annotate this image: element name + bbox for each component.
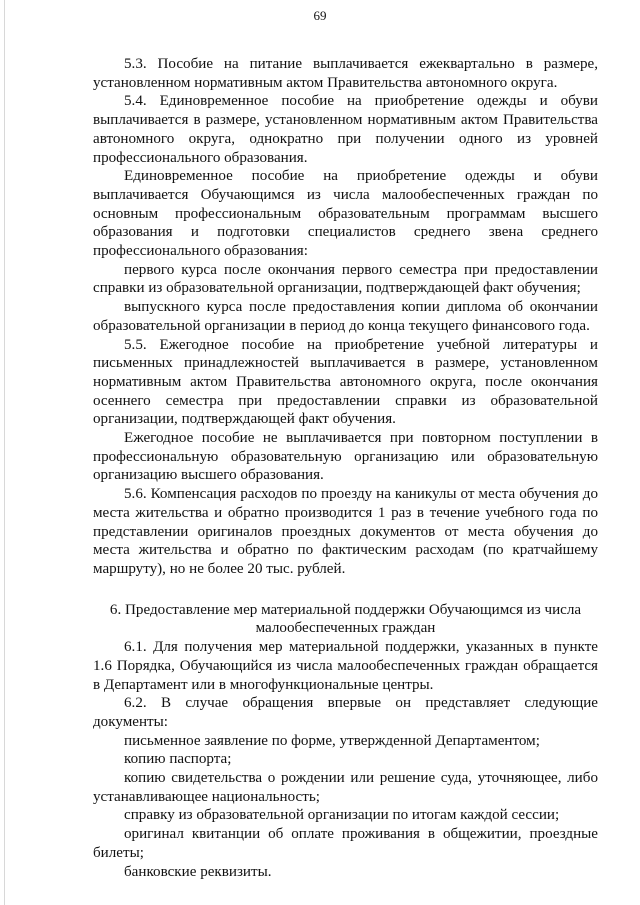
list-item-dormitory-receipt: оригинал квитанции об оплате проживания в общежитии, проездные билеты; bbox=[93, 826, 598, 861]
paragraph-5-4: 5.4. Единовременное пособие на приобретение одежды и обуви выплачивается в размере, установленном нормативным актом Правительства автономного округа, однократно при получении одного из уровней профессионального образования. bbox=[93, 93, 598, 166]
page-number: 69 bbox=[313, 8, 327, 23]
list-item-passport: копию паспорта; bbox=[124, 751, 232, 768]
document-body bbox=[93, 55, 598, 881]
list-item-bank-details: банковские реквизиты. bbox=[124, 863, 272, 880]
paragraph-5-6: 5.6. Компенсация расходов по проезду на каникулы от места обучения до места жительства и обратно производится 1 раз в течение учебного года по представлении оригиналов проездных документов от места обучения до места жительства и обратно по фактическим расходам (по кратчайшему маршруту), но не более 20 тыс. рублей. bbox=[93, 486, 598, 577]
paragraph-annual-allowance-exception: Ежегодное пособие не выплачивается при повторном поступлении в профессиональную образовательную организацию или образовательную организацию высшего образования. bbox=[93, 430, 598, 484]
paragraph-graduating-year: выпускного курса после предоставления копии диплома об окончании образовательной организации в период до конца текущего финансового года. bbox=[93, 299, 598, 334]
paragraph-6-2: 6.2. В случае обращения впервые он представляет следующие документы: bbox=[93, 695, 598, 730]
list-item-birth-certificate: копию свидетельства о рождении или решение суда, уточняющее, либо устанавливающее национальность; bbox=[93, 770, 598, 805]
paragraph-5-5: 5.5. Ежегодное пособие на приобретение учебной литературы и письменных принадлежностей выплачивается в размере, установленном нормативным актом Правительства автономного округа, после окончания осеннего семестра при предоставлении справки из образовательной организации, подтверждающей факт обучения. bbox=[93, 336, 598, 428]
section-6-heading: 6. Предоставление мер материальной поддержки Обучающимся из числа малообеспеченных граждан bbox=[109, 601, 582, 637]
page-edge-line bbox=[4, 0, 5, 905]
paragraph-first-year: первого курса после окончания первого семестра при предоставлении справки из образовательной организации, подтверждающей факт обучения; bbox=[93, 261, 598, 297]
list-item-application: письменное заявление по форме, утвержденной Департаментом; bbox=[124, 732, 540, 749]
list-item-session-certificate: справку из образовательной организации по итогам каждой сессии; bbox=[124, 807, 560, 824]
paragraph-clothing-allowance: Единовременное пособие на приобретение одежды и обуви выплачивается Обучающимся из числа малообеспеченных граждан по основным профессиональным образовательным программам высшего образования и подготовки специалистов среднего звена среднего профессионального образования: bbox=[93, 168, 598, 260]
paragraph-6-1: 6.1. Для получения мер материальной поддержки, указанных в пункте 1.6 Порядка, Обучающийся из числа малообеспеченных граждан обращается в Департамент или в многофункциональные центры. bbox=[93, 639, 598, 693]
paragraph-5-3: 5.3. Пособие на питание выплачивается ежеквартально в размере, установленном нормативным актом Правительства автономного округа. bbox=[93, 56, 598, 91]
